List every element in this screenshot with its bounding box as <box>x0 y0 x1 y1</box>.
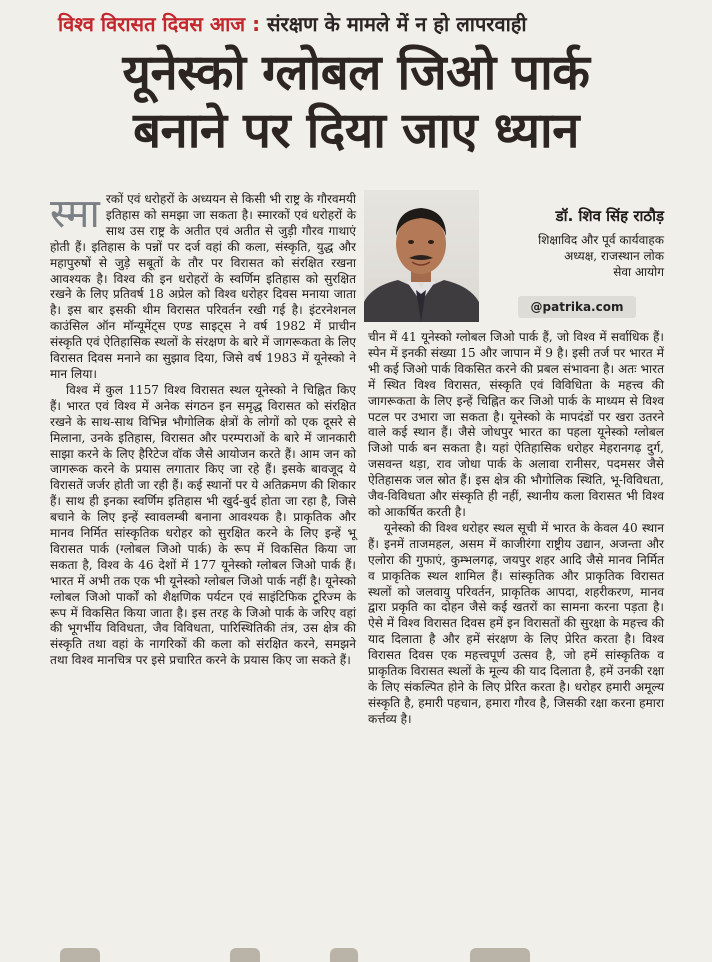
author-role-line-1: शिक्षाविद और पूर्व कार्यवाहक <box>538 233 664 247</box>
kicker-line <box>58 10 658 38</box>
drop-cap: स्मा <box>50 191 100 237</box>
paragraph: चीन में 41 यूनेस्को ग्लोबल जिओ पार्क हैं, जो विश्व में सर्वाधिक हैं। स्पेन में इनकी संख्या 15 और जापान में 9 है। इसी तर्ज पर भारत में भी कई जिओ पार्क विकसित करने की प्रबल संभावना है। अतः भारत में स्थित विश्व विरासत, संस्कृति एवं विविधिता के महत्त्व की जागरूकता के लिए इन्हें चिह्नित कर जिओ पार्क के माध्यम से विश्व पटल पर उभारा जा सकता है। यूनेस्को के मापदंडों पर खरा उतरने वाले कई स्थान हैं। जैसे जोधपुर भारत का पहला यूनेस्को ग्लोबल जिओ पार्क बन सकता है। यहां ऐतिहासिक धरोहर मेहरानगढ़ दुर्ग, जसवन्त थड़ा, राव जोधा पार्क के अलावा रानीसर, पदमसर जैसे ऐतिहासक जल स्रोत हैं। इस क्षेत्र की भौगोलिक स्थिति, भू-विविधता, जैव-विविधता और संस्कृति ही नहीं, स्थानीय कला विरासत भी विश्व को आकर्षित करती है। <box>368 330 664 519</box>
kicker-subtitle: संरक्षण के मामले में न हो लापरवाही <box>260 12 527 36</box>
paragraph-text: रकों एवं धरोहरों के अध्ययन से किसी भी राष्ट्र के गौरवमयी इतिहास को समझा जा सकता है। स्मारकों एवं धरोहरों के साथ उस राष्ट्र के अतीत एवं अतीत से जुड़ी गौरव गाथाएं होती हैं। इतिहास के पन्नों पर दर्ज वहां की कला, संस्कृति, युद्ध और महापुरुषों से जुड़े सबूतों के तौर पर विरासत को संरक्षित रखना आवश्यक है। विश्व की इन धरोहरों के स्वर्णिम इतिहास को सुरक्षित रखने के लिए प्रतिवर्ष 18 अप्रेल को विश्व धरोहर दिवस मनाया जाता है। इस बार इसकी थीम विरासत परिवर्तन रखी गई है। इंटरनेशनल काउंसिल ऑन मॉन्यूमेंट्स एण्ड साइट्स ने वर्ष 1982 में प्राचीन संस्कृति एवं ऐतिहासिक स्थलों के संरक्षण के बारे में जागरूकता के लिए विरासत दिवस मनाने का सुझाव दिया, जिसे वर्ष 1983 में यूनेस्को ने मान लिया। <box>50 192 356 381</box>
headline <box>20 44 692 160</box>
paragraph: विश्व में कुल 1157 विश्व विरासत स्थल यूनेस्को ने चिह्नित किए हैं। भारत एवं विश्व में अनेक संगठन इन समृद्ध विरासत को संरक्षित रखने के साथ-साथ विभिन्न भौगोलिक क्षेत्रों के लोगों को एक दूसरे से मिलाना, उनके इतिहास, विरासत और परम्पराओं के बारे में जानकारी साझा करने के लिए हैरिटेज वॉक जैसे आयोजन करते हैं। आम जन को जागरूक करने के प्रयास लगातार किए जा रहे हैं। इसके बावजूद ये विरासतें जर्जर होती जा रही हैं। कई स्थानों पर ये अतिक्रमण की शिकार हैं। साथ ही इनका स्वर्णिम इतिहास भी खुर्द-बुर्द होता जा रहा है, जिसे बचाने के लिए इन्हें स्वावलम्बी बनाना आवश्यक है। प्राकृतिक और मानव निर्मित सांस्कृतिक धरोहर को सुरक्षित करने के लिए इन्हें भू विरासत पार्क (ग्लोबल जिओ पार्क) के रूप में विकसित किया जा सकता है, विश्व के 46 देशों में 177 यूनेस्को ग्लोबल जिओ पार्क हैं। भारत में अभी तक एक भी यूनेस्को ग्लोबल जिओ पार्क नहीं है। यूनेस्को ग्लोबल जिओ पार्कों को शैक्षणिक पर्यटन एवं साइंटिफिक टूरिज्म के रूप में विकसित किया जाता है। इस तरह के जिओ पार्क के जरिए वहां की भूगर्भीय विविधता, जैव विविधता, पारिस्थितिकी तंत्र, उस क्षेत्र की संस्कृति तथा वहां के नागरिकों की कला को संरक्षित करने, समझने तथा विश्व मानचित्र पर इसे प्रचारित करने के प्रयास किए जा सकते हैं। <box>50 382 356 668</box>
author-role-line-2: अध्यक्ष, राजस्थान लोक <box>564 249 664 263</box>
author-handle: @patrika.com <box>518 296 636 318</box>
paragraph <box>50 192 356 383</box>
paragraph: यूनेस्को की विश्व धरोहर स्थल सूची में भारत के केवल 40 स्थान हैं। इनमें ताजमहल, असम में काजीरंगा राष्ट्रीय उद्यान, अजन्ता और एलोरा की गुफाएं, कुम्भलगढ़, जयपुर शहर आदि जैसे मानव निर्मित व प्राकृतिक स्थल शामिल हैं। सांस्कृतिक और प्राकृतिक विरासत स्थलों को जलवायु परिवर्तन, प्राकृतिक आपदा, शहरीकरण, मानव द्वारा प्रकृति का दोहन जैसे कई खतरों का सामना करना पड़ता है। ऐसे में विश्व विरासत दिवस हमें इन विरासतों की सुरक्षा के महत्त्व की याद दिलाता है और हमें संरक्षण के लिए प्रेरित करता है। विश्व विरासत दिवस एक महत्त्वपूर्ण उत्सव है, जो हमें सांस्कृतिक व प्राकृतिक विरासत स्थलों के मूल्य की याद दिलाता है, हमें उनकी रक्षा के लिए संकल्पित होने के लिए प्रेरित करता है। धरोहर हमारी अमूल्य संस्कृति है, हमारी पहचान, हमारा गौरव है, जिसकी रक्षा करना हमारा कर्त्तव्य है। <box>368 520 664 726</box>
article-column-left <box>50 192 356 669</box>
author-role-line-3: सेवा आयोग <box>613 265 664 279</box>
headline-line-1: यूनेस्को ग्लोबल जिओ पार्क <box>122 44 590 101</box>
author-name: डॉ. शिव सिंह राठौड़ <box>555 207 664 225</box>
author-box <box>364 190 664 322</box>
headline-line-2: बनाने पर दिया जाए ध्यान <box>133 102 579 159</box>
author-role <box>484 232 664 280</box>
cropped-next-headline <box>0 944 712 960</box>
author-photo <box>364 190 479 322</box>
article-column-right <box>368 330 664 728</box>
kicker-highlight: विश्व विरासत दिवस आज : <box>58 12 261 36</box>
